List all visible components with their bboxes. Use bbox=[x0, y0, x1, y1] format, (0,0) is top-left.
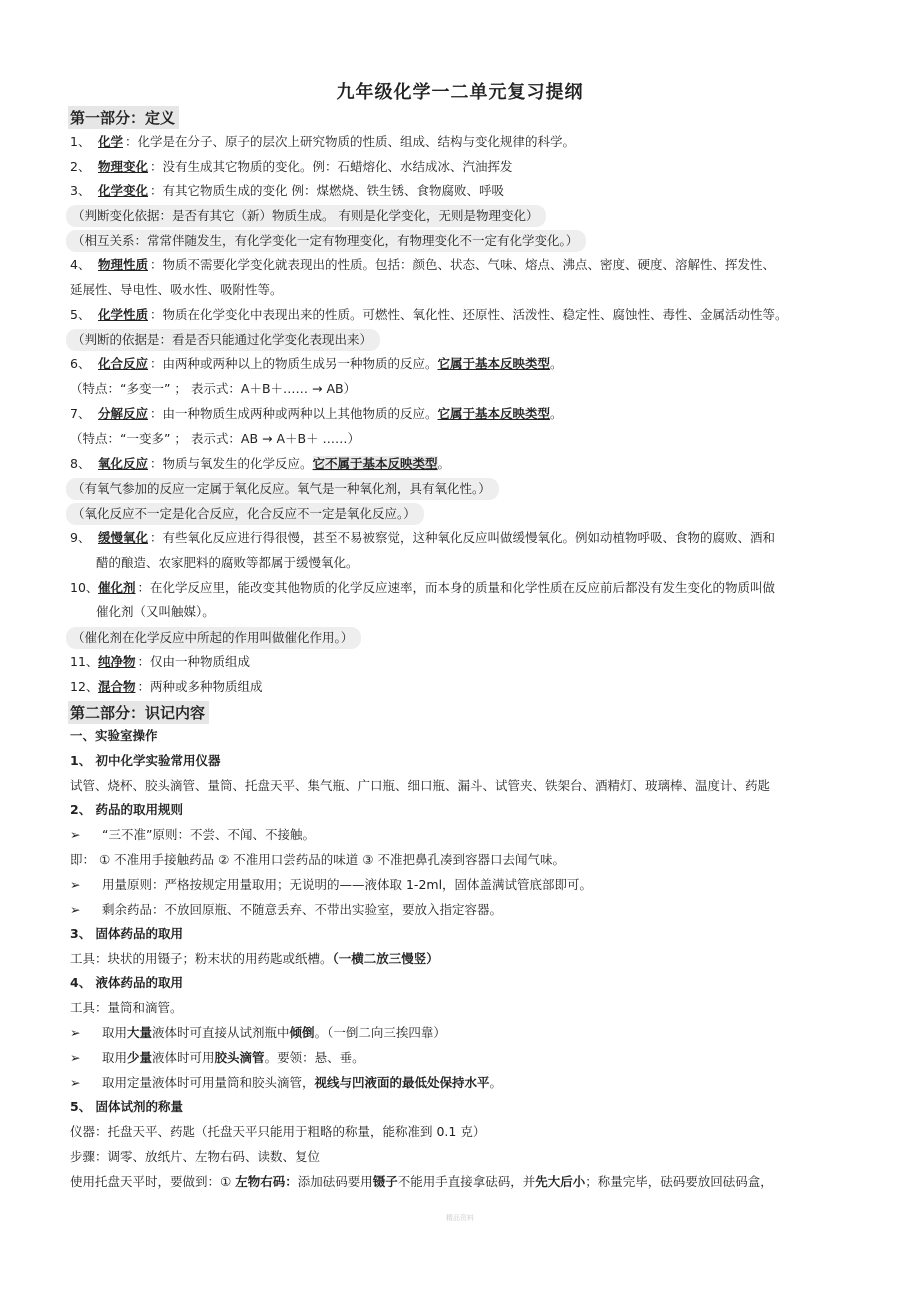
tools-text: 工具：块状的用镊子；粉末状的用药匙或纸槽。 bbox=[70, 951, 333, 966]
emphasis: 视线与凹液面的最低处保持水平 bbox=[314, 1075, 490, 1090]
solid-tools bbox=[70, 950, 439, 968]
weighing-steps: 步骤：调零、放纸片、左物右码、读数、复位 bbox=[70, 1149, 321, 1164]
rule-detail: 即： ① 不准用手接触药品 ② 不准用口尝药品的味道 ③ 不准把鼻孔凑到容器口去闻气味。 bbox=[70, 852, 565, 867]
emphasis: （一横二放三慢竖） bbox=[332, 951, 439, 966]
item-number: 2、 bbox=[70, 159, 91, 174]
definition-text: ：在化学反应里，能改变其他物质的化学反应速率，而本身的质量和化学性质在反应前后都没有发生变化的物质叫做 bbox=[137, 580, 776, 595]
text: 使用托盘天平时，要做到：① bbox=[70, 1174, 236, 1189]
liquid-tools: 工具：量筒和滴管。 bbox=[70, 1000, 183, 1015]
item-number: 9、 bbox=[70, 530, 91, 545]
bullet-arrow-icon: ➢ bbox=[70, 827, 81, 842]
definition-text: ：物质不需要化学变化就表现出的性质。包括：颜色、状态、气味、熔点、沸点、密度、硬度、溶解性、挥发性、 bbox=[150, 257, 776, 272]
term: 化合反应 bbox=[98, 356, 149, 371]
term: 催化剂 bbox=[98, 580, 136, 595]
emphasis: 先大后小 bbox=[535, 1174, 586, 1189]
subsection-instruments: 1、 初中化学实验常用仪器 bbox=[70, 753, 221, 768]
liquid-large bbox=[70, 1024, 446, 1042]
emphasis: 它不属于基本反映类型 bbox=[312, 456, 438, 471]
subsection-solid: 3、 固体药品的取用 bbox=[70, 926, 184, 941]
term: 物理变化 bbox=[98, 159, 149, 174]
weighing-usage bbox=[70, 1173, 773, 1191]
emphasis: 少量 bbox=[127, 1050, 153, 1065]
item-number: 11、 bbox=[70, 654, 99, 669]
text: 。（一倒二向三挨四靠） bbox=[314, 1025, 446, 1040]
definition-10 bbox=[70, 579, 775, 597]
emphasis: 镊子 bbox=[372, 1174, 398, 1189]
term: 物理性质 bbox=[98, 257, 149, 272]
definition-8 bbox=[70, 455, 450, 473]
note-relation: （相互关系：常常伴随发生，有化学变化一定有物理变化，有物理变化不一定有化学变化。） bbox=[66, 230, 586, 252]
definition-5 bbox=[70, 306, 788, 324]
note-catalysis: （催化剂在化学反应中所起的作用叫做催化作用。） bbox=[66, 627, 361, 649]
definition-text: ：化学是在分子、原子的层次上研究物质的性质、组成、结构与变化规律的科学。 bbox=[125, 134, 576, 149]
definition-text: ：两种或多种物质组成 bbox=[137, 679, 263, 694]
definition-12 bbox=[70, 678, 263, 696]
punct: 。 bbox=[550, 406, 563, 421]
emphasis: 倾倒 bbox=[289, 1025, 315, 1040]
subsection-liquid: 4、 液体药品的取用 bbox=[70, 975, 184, 990]
definition-9 bbox=[70, 529, 775, 547]
punct: 。 bbox=[550, 356, 563, 371]
definition-text: ：物质与氧发生的化学反应。 bbox=[150, 456, 313, 471]
item-number: 3、 bbox=[70, 183, 91, 198]
definition-4 bbox=[70, 256, 775, 274]
note-oxygen: （有氧气参加的反应一定属于氧化反应。氧气是一种氧化剂，具有氧化性。） bbox=[66, 478, 499, 500]
part1-heading: 第一部分：定义 bbox=[68, 106, 179, 129]
text: 取用 bbox=[102, 1050, 128, 1065]
item-number: 5、 bbox=[70, 307, 91, 322]
definition-3 bbox=[70, 182, 504, 200]
weighing-instruments: 仪器：托盘天平、药匙（托盘天平只能用于粗略的称量，能称准到 0.1 克） bbox=[70, 1124, 486, 1139]
definition-text: ：物质在化学变化中表现出来的性质。可燃性、氧化性、还原性、活泼性、稳定性、腐蚀性、毒性、金属活动性等。 bbox=[150, 307, 788, 322]
item-number: 10、 bbox=[70, 580, 99, 595]
note-basis: （判断的依据是：看是否只能通过化学变化表现出来） bbox=[66, 329, 380, 351]
term: 化学 bbox=[98, 134, 124, 149]
document-title: 九年级化学一二单元复习提纲 bbox=[336, 82, 584, 103]
part2-heading: 第二部分：识记内容 bbox=[68, 701, 209, 724]
item-number: 1、 bbox=[70, 134, 91, 149]
definition-1 bbox=[70, 133, 575, 151]
definition-11 bbox=[70, 653, 250, 671]
text: 。 bbox=[489, 1075, 503, 1090]
term: 混合物 bbox=[98, 679, 136, 694]
term: 化学性质 bbox=[98, 307, 149, 322]
rule-three-no bbox=[70, 826, 315, 844]
item-number: 6、 bbox=[70, 356, 91, 371]
definition-10-cont: 催化剂（又叫触媒）。 bbox=[96, 604, 215, 619]
term: 缓慢氧化 bbox=[98, 530, 149, 545]
bullet-arrow-icon: ➢ bbox=[70, 1050, 81, 1065]
bullet-arrow-icon: ➢ bbox=[70, 1075, 81, 1090]
liquid-small bbox=[70, 1049, 365, 1067]
emphasis: 大量 bbox=[127, 1025, 153, 1040]
note-oxidation: （氧化反应不一定是化合反应，化合反应不一定是氧化反应。） bbox=[66, 503, 424, 525]
definition-2 bbox=[70, 158, 513, 176]
punct: 。 bbox=[437, 456, 451, 471]
term: 化学变化 bbox=[98, 183, 149, 198]
term: 纯净物 bbox=[98, 654, 136, 669]
footer-watermark: 精品资料 bbox=[446, 1214, 474, 1222]
item-number: 7、 bbox=[70, 406, 91, 421]
emphasis: 胶头滴管 bbox=[214, 1050, 265, 1065]
item-number: 12、 bbox=[70, 679, 99, 694]
definition-text: ：由两种或两种以上的物质生成另一种物质的反应。 bbox=[150, 356, 438, 371]
text: 液体时可直接从试剂瓶中 bbox=[152, 1025, 290, 1040]
item-number: 8、 bbox=[70, 456, 91, 471]
emphasis: 它属于基本反映类型 bbox=[437, 356, 551, 371]
definition-4-cont: 延展性、导电性、吸水性、吸附性等。 bbox=[70, 282, 283, 297]
item-number: 4、 bbox=[70, 257, 91, 272]
bullet-arrow-icon: ➢ bbox=[70, 1025, 81, 1040]
definition-7-note: （特点：“一变多” ； 表示式：AB → A＋B＋ ……） bbox=[70, 431, 361, 446]
text: 不能用手直接拿砝码，并 bbox=[397, 1174, 536, 1189]
subsection-rules: 2、 药品的取用规则 bbox=[70, 802, 184, 817]
definition-text: ：有其它物质生成的变化 例：煤燃烧、铁生锈、食物腐败、呼吸 bbox=[150, 183, 504, 198]
emphasis: 左物右码： bbox=[235, 1174, 298, 1189]
rule-text: 用量原则：严格按规定用量取用；无说明的——液体取 1-2ml，固体盖满试管底部即可。 bbox=[102, 877, 593, 892]
definition-6-note: （特点：“多变一” ； 表示式：A＋B＋…… → AB） bbox=[70, 381, 357, 396]
definition-text: ：有些氧化反应进行得很慢，甚至不易被察觉，这种氧化反应叫做缓慢氧化。例如动植物呼吸、食物的腐败、酒和 bbox=[150, 530, 776, 545]
text: 。要领：悬、垂。 bbox=[264, 1050, 365, 1065]
emphasis: 它属于基本反映类型 bbox=[437, 406, 551, 421]
term: 分解反应 bbox=[98, 406, 149, 421]
subsection-weighing: 5、 固体试剂的称量 bbox=[70, 1099, 184, 1114]
rule-text: 剩余药品：不放回原瓶、不随意丢弃、不带出实验室，要放入指定容器。 bbox=[102, 902, 503, 917]
definition-6 bbox=[70, 355, 563, 373]
text: 取用 bbox=[102, 1025, 128, 1040]
definition-text: ：没有生成其它物质的变化。例：石蜡熔化、水结成冰、汽油挥发 bbox=[150, 159, 513, 174]
definition-7 bbox=[70, 405, 563, 423]
text: ；称量完毕，砝码要放回砝码盒， bbox=[585, 1174, 773, 1189]
term: 氧化反应 bbox=[98, 456, 149, 471]
definition-text: ：由一种物质生成两种或两种以上其他物质的反应。 bbox=[150, 406, 438, 421]
rule-leftover bbox=[70, 901, 502, 919]
text: 取用定量液体时可用量筒和胶头滴管， bbox=[102, 1075, 315, 1090]
section-lab-operations: 一、实验室操作 bbox=[70, 728, 158, 743]
rule-text: “三不准”原则：不尝、不闻、不接触。 bbox=[102, 827, 315, 842]
bullet-arrow-icon: ➢ bbox=[70, 877, 81, 892]
instruments-list: 试管、烧杯、胶头滴管、量筒、托盘天平、集气瓶、广口瓶、细口瓶、漏斗、试管夹、铁架台、酒精灯、玻璃棒、温度计、药匙 bbox=[70, 778, 771, 793]
definition-9-cont: 醋的酿造、农家肥料的腐败等都属于缓慢氧化。 bbox=[96, 555, 359, 570]
rule-amount bbox=[70, 876, 592, 894]
text: 液体时可用 bbox=[152, 1050, 215, 1065]
definition-text: ：仅由一种物质组成 bbox=[137, 654, 251, 669]
note-judgement: （判断变化依据：是否有其它（新）物质生成。 有则是化学变化，无则是物理变化） bbox=[66, 205, 546, 227]
bullet-arrow-icon: ➢ bbox=[70, 902, 81, 917]
liquid-measured bbox=[70, 1074, 502, 1092]
text: 添加砝码要用 bbox=[297, 1174, 373, 1189]
